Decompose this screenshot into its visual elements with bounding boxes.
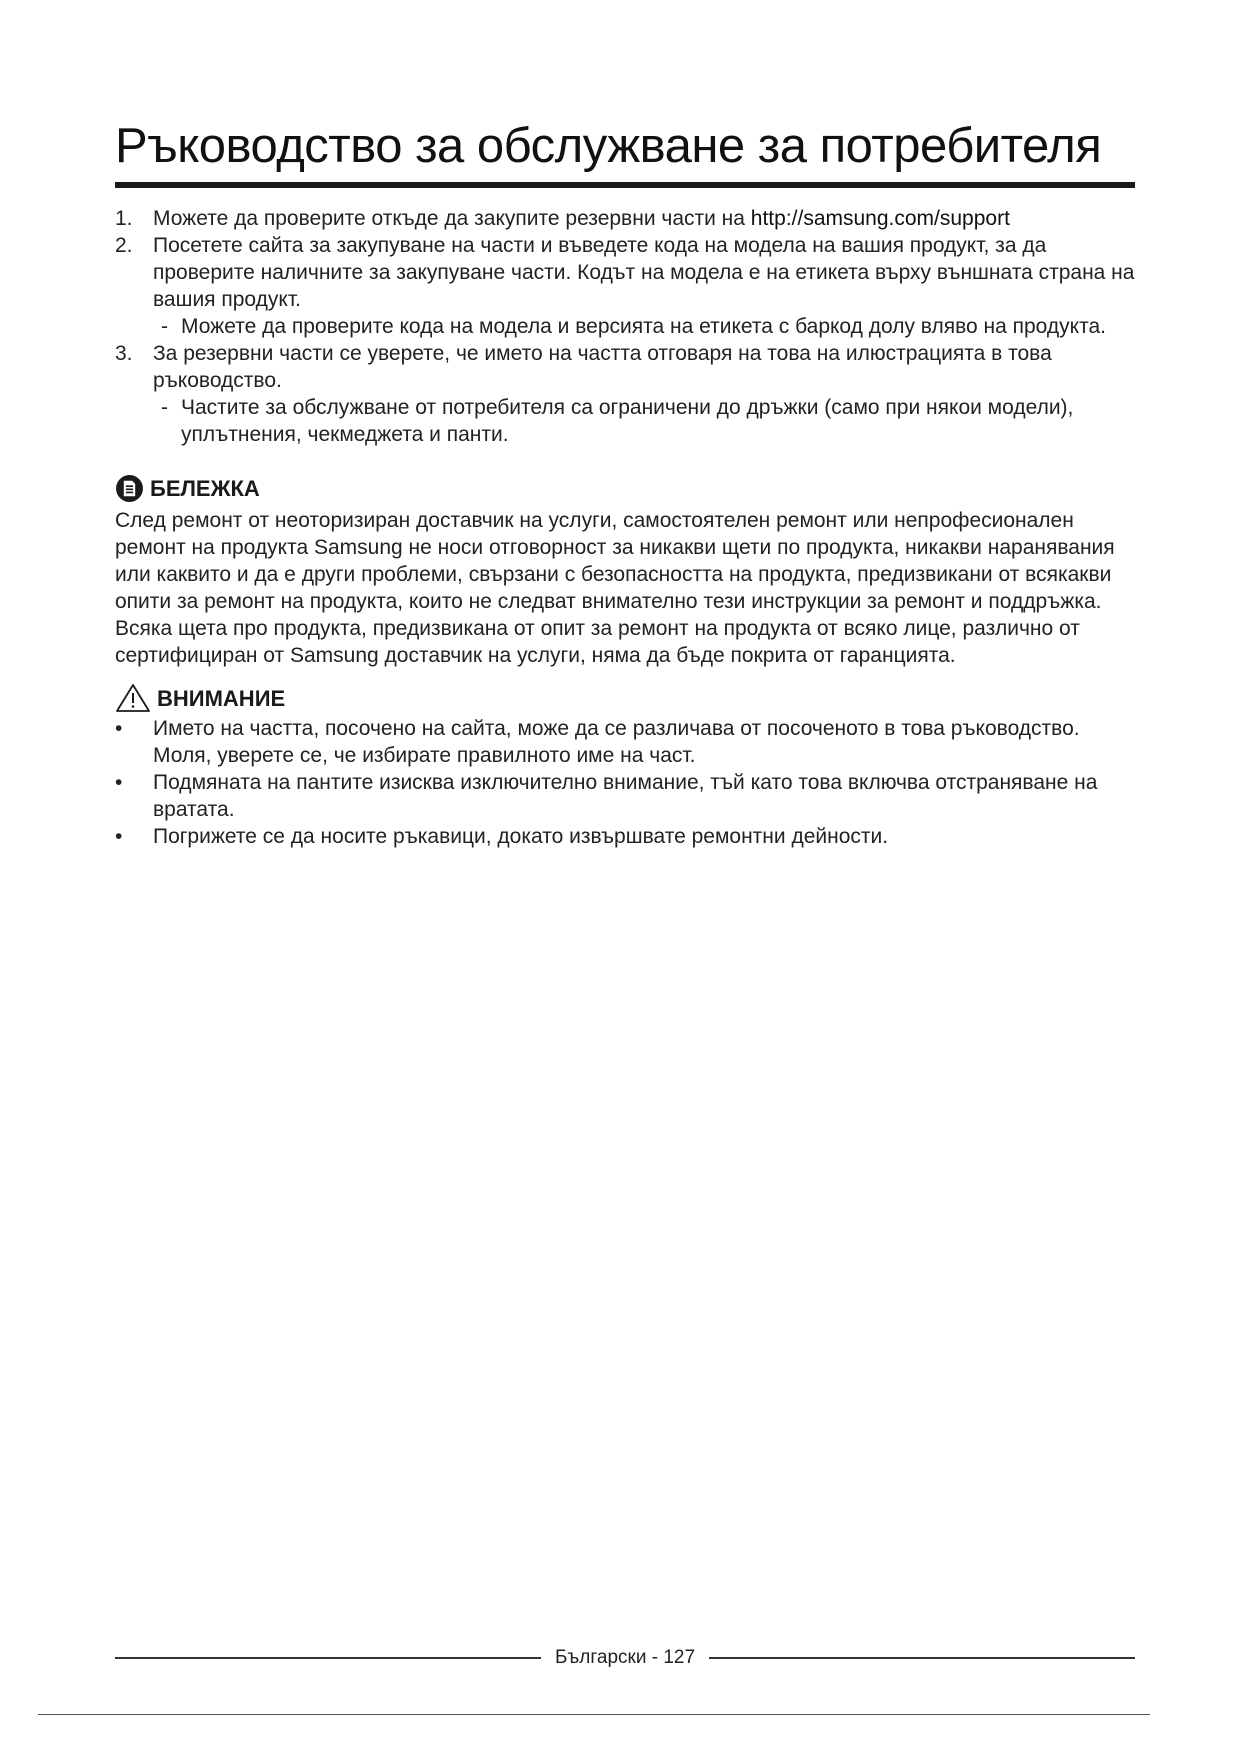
note-heading-text: БЕЛЕЖКА	[150, 476, 260, 501]
caution-item	[115, 715, 1135, 769]
step-3	[115, 340, 1135, 448]
steps-list	[115, 205, 1135, 448]
caution-heading	[115, 683, 1135, 713]
caution-item	[115, 823, 1135, 850]
step-sub-item	[153, 313, 1135, 340]
page-number: Български - 127	[554, 1647, 696, 1668]
footer-rule-left	[115, 1657, 541, 1659]
sub-dash: -	[161, 396, 168, 419]
title-rule	[115, 182, 1135, 188]
sub-text: Частите за обслужване от потребителя са ограничени до дръжки (само при някои модели), уплътнения, чекмеджета и панти.	[181, 396, 1074, 446]
step-text: За резервни части се уверете, че името на частта отговаря на това на илюстрацията в това ръководство.	[153, 342, 1052, 392]
caution-item	[115, 769, 1135, 823]
bullet: •	[115, 771, 123, 794]
page-title: Ръководство за обслужване за потребителя	[115, 119, 1102, 173]
note-heading	[115, 474, 1135, 503]
caution-heading-text: ВНИМАНИЕ	[157, 685, 286, 711]
step-sub-item	[153, 394, 1135, 448]
sub-text: Можете да проверите кода на модела и версията на етикета с баркод долу вляво на продукта.	[181, 315, 1106, 338]
step-1	[115, 205, 1135, 232]
main-content	[115, 205, 1135, 850]
bottom-rule	[38, 1714, 1150, 1715]
caution-list	[115, 715, 1135, 850]
step-number: 2.	[115, 234, 133, 257]
note-icon	[115, 474, 144, 503]
bullet: •	[115, 717, 123, 740]
bullet: •	[115, 825, 123, 848]
step-number: 3.	[115, 342, 133, 365]
step-2	[115, 232, 1135, 340]
caution-text: Подмяната на пантите изисква изключително внимание, тъй като това включва отстраняване на вратата.	[153, 771, 1098, 821]
caution-text: Погрижете се да носите ръкавици, докато извършвате ремонтни дейности.	[153, 825, 889, 848]
step-text: Посетете сайта за закупуване на части и въведете кода на модела на вашия продукт, за да проверите наличните за закупуване части. Кодът на модела е на етикета върху външната страна на вашия продукт.	[153, 234, 1135, 311]
note-body: След ремонт от неоторизиран доставчик на услуги, самостоятелен ремонт или непрофесионален ремонт на продукта Samsung не носи отговорност за никакви щети по продукта, никакви наранявания или каквито и да е други проблеми, свързани с безопасността на продукта, предизвикани от всякакви опити за ремонт на продукта, които не следват внимателно тези инструкции за ремонт и поддръжка. Всяка щета про продукта, предизвикана от опит за ремонт на продукта от всяко лице, различно от сертифициран от Samsung доставчик на услуги, няма да бъде покрита от гаранцията.	[115, 509, 1115, 667]
support-link[interactable]: http://samsung.com/support	[750, 207, 1010, 230]
page-footer	[115, 1647, 1135, 1669]
caution-text: Името на частта, посочено на сайта, може да се различава от посоченото в това ръководство. Моля, уверете се, че избирате правилното име на част.	[153, 717, 1080, 767]
footer-rule-right	[709, 1657, 1135, 1659]
step-number: 1.	[115, 207, 133, 230]
sub-dash: -	[161, 315, 168, 338]
step-text: Можете да проверите откъде да закупите резервни части на	[153, 207, 751, 230]
warning-icon	[115, 683, 151, 713]
